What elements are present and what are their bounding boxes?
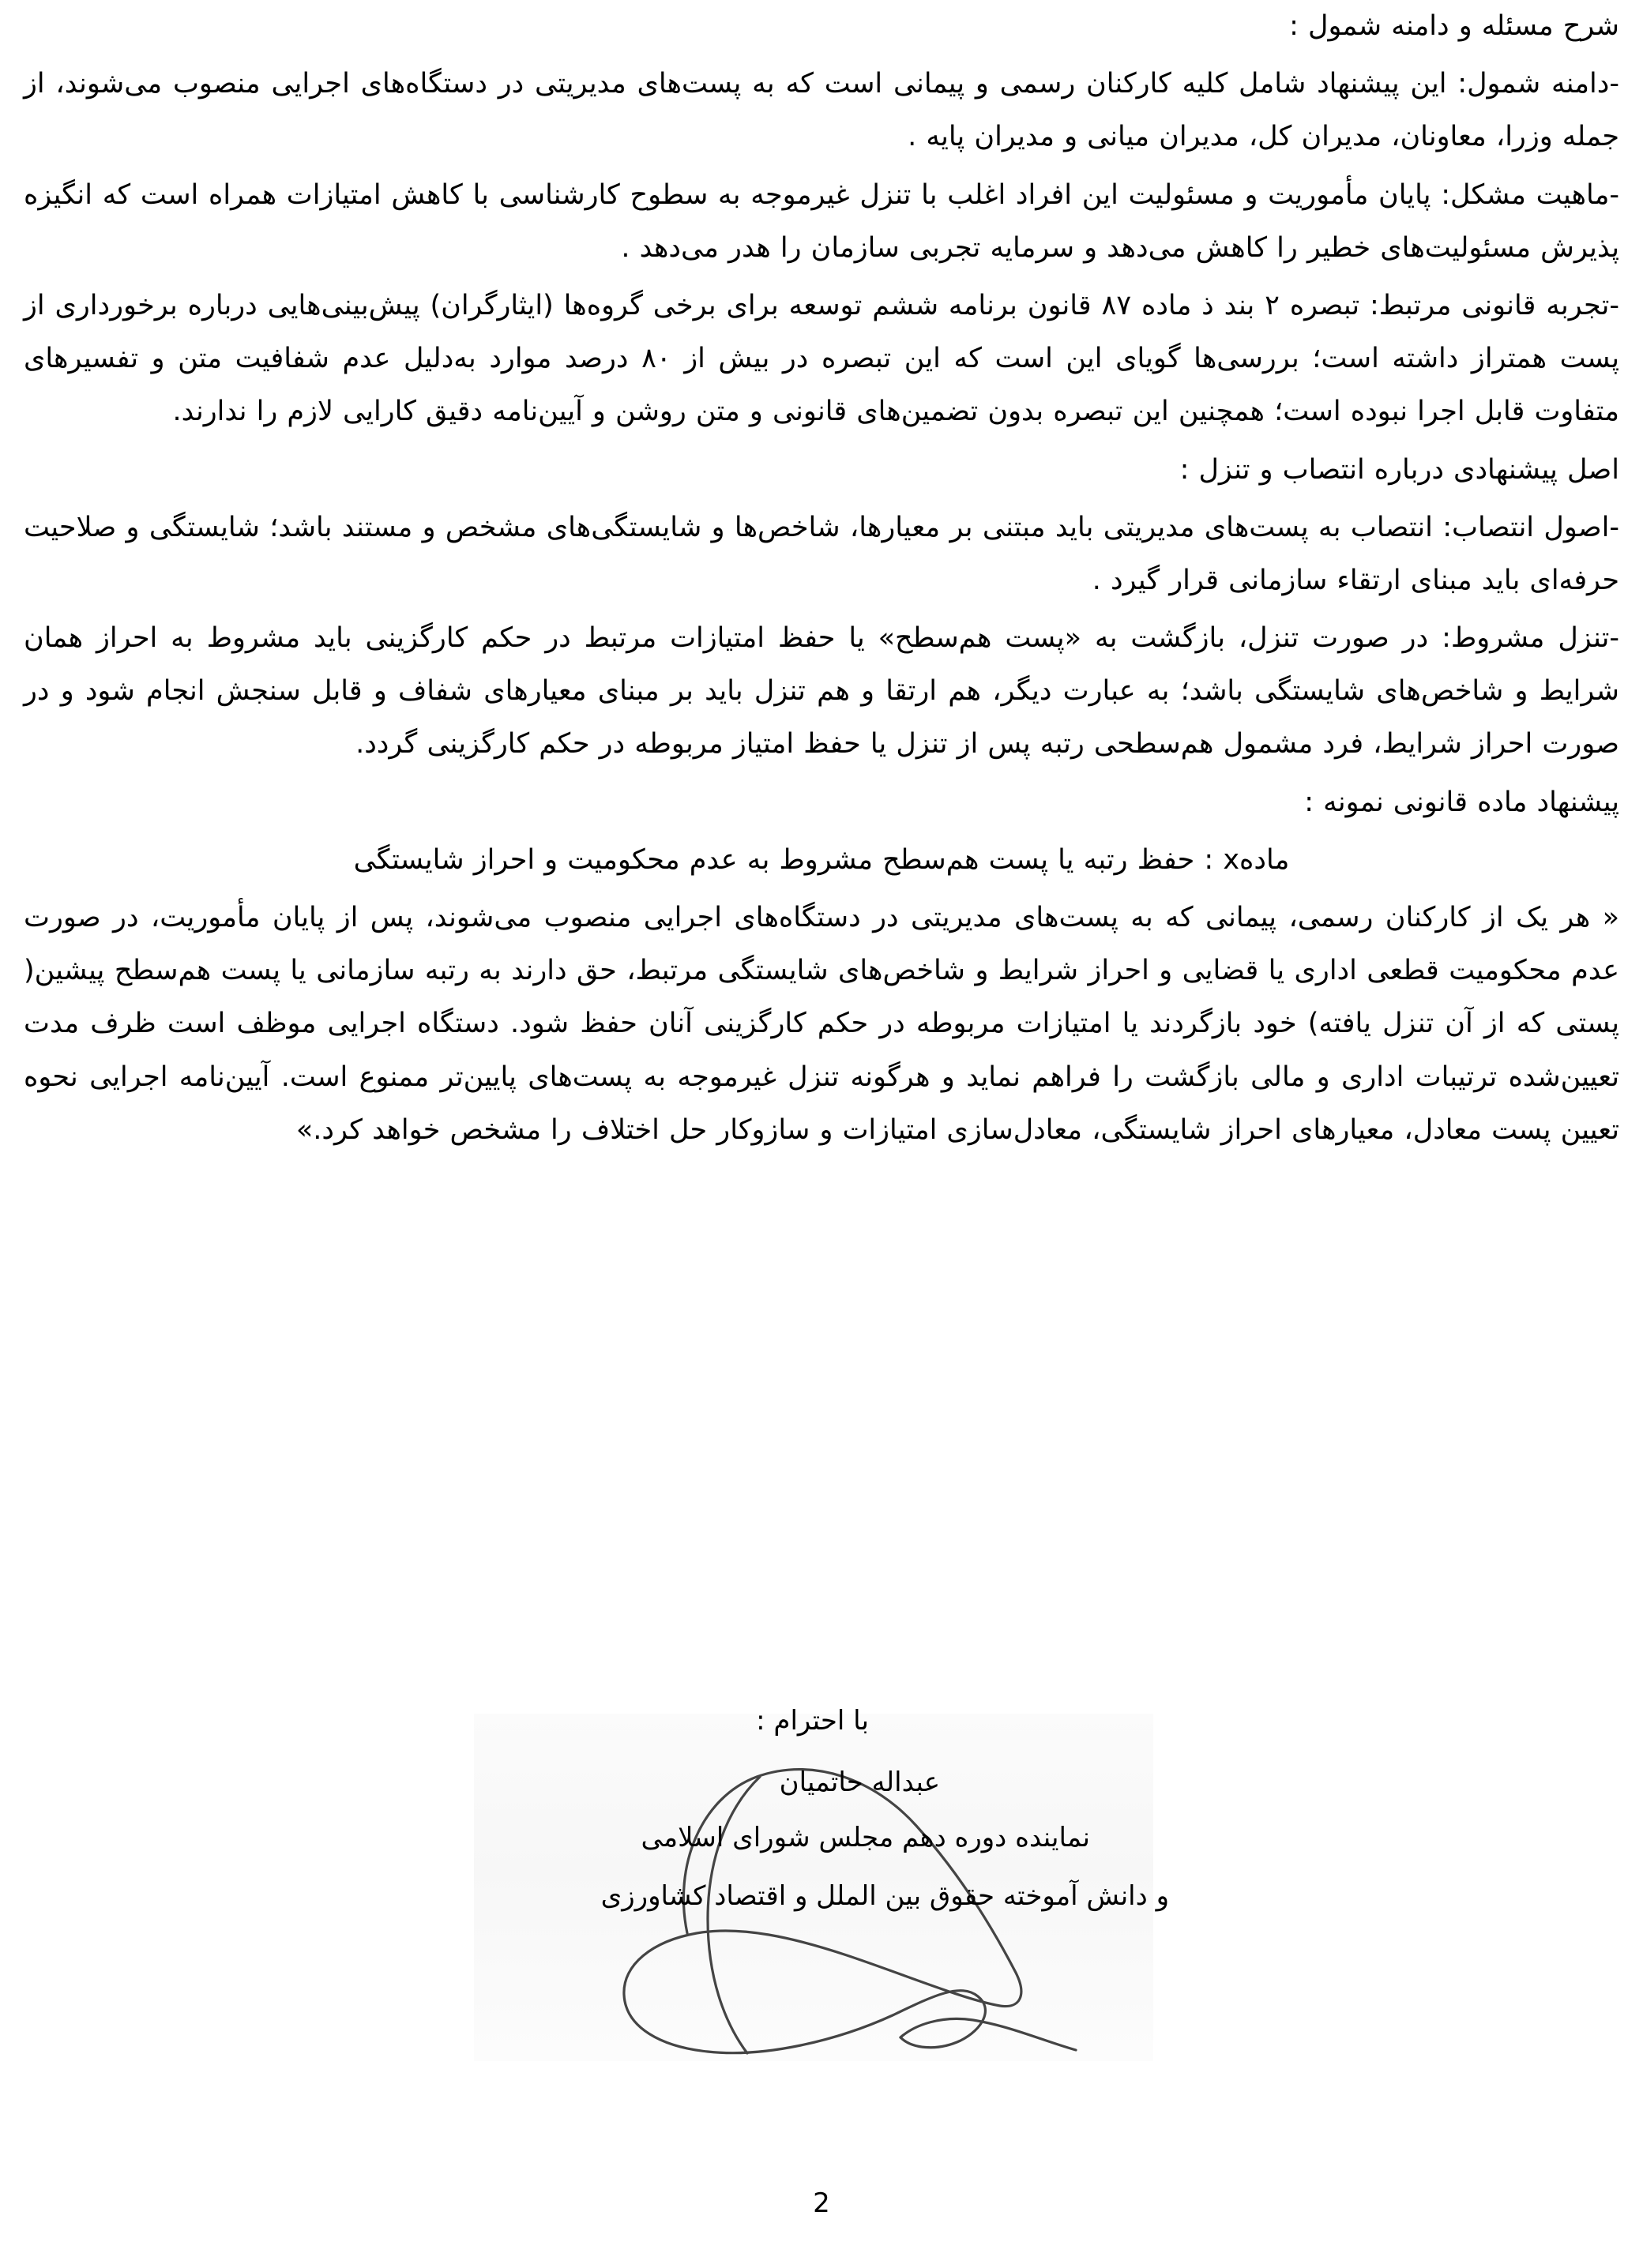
article-title: ماده‌x : حفظ رتبه یا پست هم‌سطح مشروط به عدم محکومیت و احراز شایستگی (353, 843, 1290, 876)
appointment-principles-paragraph: -اصول انتصاب: انتصاب به پست‌های مدیریتی باید مبتنی بر معیارها، شاخص‌ها و شایستگی‌های مشخص و مستند باشد؛ شایستگی و صلاحیت حرفه‌ای باید مبنای ارتقاء سازمانی قرار گیرد . (24, 511, 1619, 596)
signature-role: نماینده دوره دهم مجلس شورای اسلامی (641, 1822, 1090, 1853)
signature-education: و دانش آموخته حقوق بین الملل و اقتصاد کشاورزی (600, 1880, 1169, 1912)
legal-experience-paragraph: -تجربه قانونی مرتبط: تبصره ۲ بند ذ ماده ۸۷ قانون برنامه ششم توسعه برای برخی گروه‌ها (ایثارگران) پیش‌بینی‌هایی درباره برخورداری از پست همتراز داشته است؛ بررسی‌ها گویای این است که این تبصره در بیش از ۸۰ درصد موارد به‌دلیل عدم شفافیت متن و تفسیرهای متفاوت قابل اجرا نبوده است؛ همچنین این تبصره بدون تضمین‌های قانونی و متن روشن و آیین‌نامه دقیق کارایی لازم را ندارند. (24, 289, 1619, 428)
article-body: « هر یک از کارکنان رسمی، پیمانی که به پست‌های مدیریتی در دستگاه‌های اجرایی منصوب می‌شوند، پس از پایان مأموریت، در صورت عدم محکومیت قطعی اداری یا قضایی و احراز شرایط و شاخص‌های شایستگی مرتبط، حق دارند به رتبه سازمانی یا پست هم‌سطح پیشین( پستی که از آن تنزل یافته) خود بازگردند یا امتیازات مربوطه در حکم کارگزینی آنان حفظ شود. دستگاه اجرایی موظف است ظرف مدت تعیین‌شده ترتیبات اداری و مالی بازگشت را فراهم نماید و هرگونه تنزل غیرموجه به پست‌های پایین‌تر ممنوع است. آیین‌نامه اجرایی نحوه تعیین پست معادل، معیارهای احراز شایستگی، معادل‌سازی امتیازات و سازوکار حل اختلاف را مشخص خواهد کرد.» (24, 902, 1619, 1146)
scope-paragraph: -دامنه شمول: این پیشنهاد شامل کلیه کارکنان رسمی و پیمانی است که به پست‌های مدیریتی در دستگاه‌های اجرایی منصوب می‌شوند، از جمله وزرا، معاونان، مدیران کل، مدیران میانی و مدیران پایه . (24, 68, 1619, 153)
signature-block (0, 1698, 1643, 2053)
page-number: 2 (813, 2187, 830, 2219)
signature-name: عبداله حاتمیان (779, 1767, 940, 1798)
principle-heading: اصل پیشنهادی درباره انتصاب و تنزل : (1179, 453, 1619, 486)
document-body (24, 0, 1619, 1162)
signature-regards: با احترام : (756, 1705, 869, 1737)
conditional-demotion-paragraph: -تنزل مشروط: در صورت تنزل، بازگشت به «پست هم‌سطح» یا حفظ امتیازات مرتبط در حکم کارگزینی باید مشروط به احراز همان شرایط و شاخص‌های شایستگی باشد؛ به عبارت دیگر، هم ارتقا و هم تنزل باید بر مبنای معیارهای شفاف و قابل سنجش انجام شود و در صورت احراز شرایط، فرد مشمول هم‌سطحی رتبه پس از تنزل یا حفظ امتیاز مربوطه در حکم کارگزینی گردد. (24, 622, 1619, 760)
sample-article-heading: پیشنهاد ماده قانونی نمونه : (1304, 786, 1619, 818)
problem-nature-paragraph: -ماهیت مشکل: پایان مأموریت و مسئولیت این افراد اغلب با تنزل غیرموجه به سطوح کارشناسی با کاهش امتیازات همراه است که انگیزه پذیرش مسئولیت‌های خطیر را کاهش می‌دهد و سرمایه تجربی سازمان را هدر می‌دهد . (24, 178, 1619, 264)
problem-heading: شرح مسئله و دامنه شمول : (1289, 10, 1619, 42)
